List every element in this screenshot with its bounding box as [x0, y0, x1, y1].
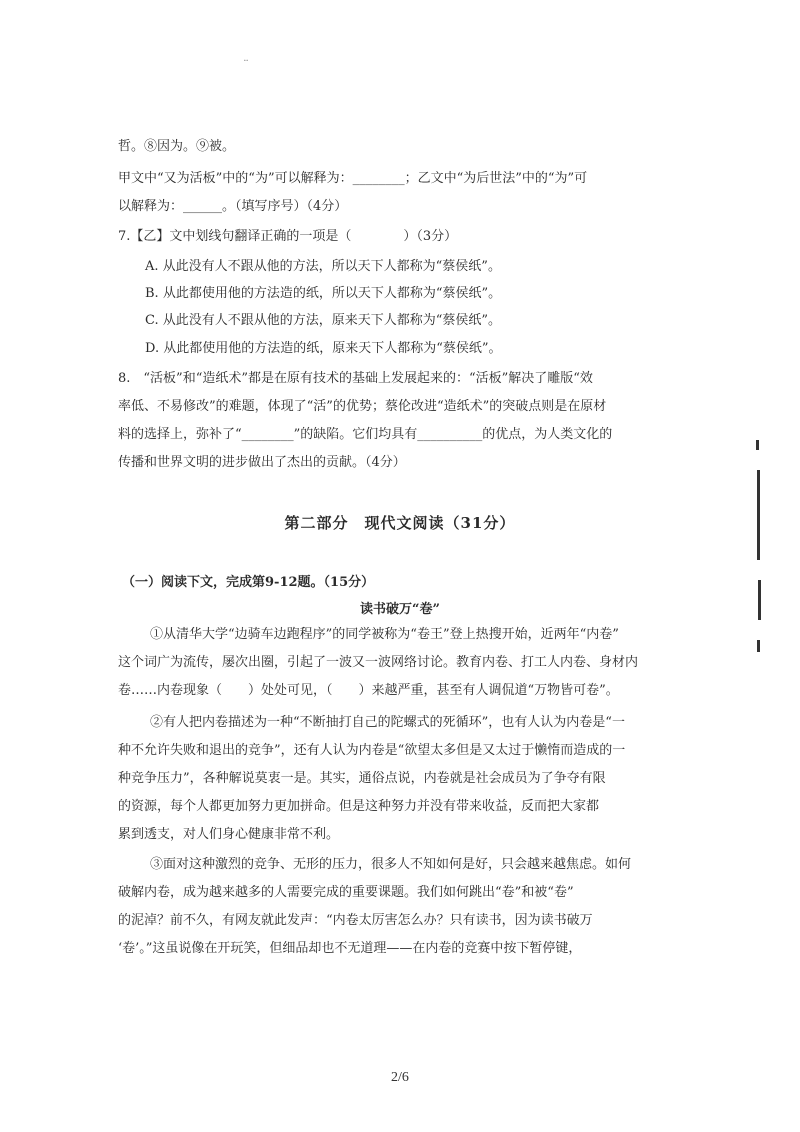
- scan-edge-mark: [757, 640, 760, 652]
- question-7-option-d: D. 从此都使用他的方法造的纸，原来天下人都称为“蔡侯纸”。: [145, 341, 502, 356]
- question-8-line-3: 料的选择上，弥补了“________”的缺陷。它们均具有__________的优点，为人类文化的: [118, 427, 613, 442]
- paragraph-3-line-3: 的泥淖？前不久，有网友就此发声：“内卷太厉害怎么办？只有读书，因为读书破万: [118, 913, 593, 928]
- paragraph-1-line-1: ①从清华大学“边骑车边跑程序”的同学被称为“卷王”登上热搜开始，近两年“内卷”: [150, 627, 619, 642]
- question-7-option-c: C. 从此没有人不跟从他的方法，原来天下人都称为“蔡侯纸”。: [145, 313, 502, 328]
- article-title: 读书破万“卷”: [360, 602, 440, 617]
- paragraph-1-line-3: 卷……内卷现象（ ）处处可见，（ ）来越严重，甚至有人调侃道“万物皆可卷”。: [118, 683, 619, 698]
- paragraph-3-line-2: 破解内卷，成为越来越多的人需要完成的重要课题。我们如何跳出“卷”和被“卷”: [118, 885, 574, 900]
- question-7-stem: 7.【乙】文中划线句翻译正确的一项是（ ）（3分）: [118, 229, 458, 244]
- question-7-option-b: B. 从此都使用他的方法造的纸，所以天下人都称为“蔡侯纸”。: [145, 286, 502, 301]
- paragraph-3-line-1: ③面对这种激烈的竞争、无形的压力，很多人不知如何是好，只会越来越焦虑。如何: [150, 857, 632, 872]
- paragraph-2-line-1: ②有人把内卷描述为一种“不断抽打自己的陀螺式的死循环”，也有人认为内卷是“一: [150, 715, 625, 730]
- paragraph-2-line-3: 种竞争压力”，各种解说莫衷一是。其实，通俗点说，内卷就是社会成员为了争夺有限: [118, 771, 606, 786]
- scan-edge-mark: [757, 470, 760, 560]
- paragraph-2-line-2: 种不允许失败和退出的竞争”，还有人认为内卷是“欲望太多但是又太过于懒惰而造成的一: [118, 743, 626, 758]
- section-title: 第二部分 现代文阅读（31分）: [284, 514, 516, 532]
- question-7-option-a: A. 从此没有人不跟从他的方法，所以天下人都称为“蔡侯纸”。: [145, 259, 501, 274]
- question-6-line-1: 甲文中“又为活板”中的“为”可以解释为：________；乙文中“为后世法”中的“为”可: [118, 171, 588, 186]
- answer-options-tail: 哲。⑧因为。⑨被。: [118, 139, 236, 154]
- question-8-line-1: 8. “活板”和“造纸术”都是在原有技术的基础上发展起来的：“活板”解决了雕版“效: [118, 371, 593, 386]
- scan-mark: ¨: [243, 58, 249, 72]
- question-8-line-2: 率低、不易修改”的难题，体现了“活”的优势；蔡伦改进“造纸术”的突破点则是在原材: [118, 399, 607, 414]
- paragraph-3-line-4: ‘卷’。”这虽说像在开玩笑，但细品却也不无道理——在内卷的竞赛中按下暂停键，: [118, 941, 582, 956]
- page-number: 2/6: [391, 1070, 409, 1085]
- paragraph-1-line-2: 这个词广为流传，屡次出圈，引起了一波又一波网络讨论。教育内卷、打工人内卷、身材内: [118, 655, 639, 670]
- paragraph-2-line-4: 的资源，每个人都更加努力更加拼命。但是这种努力并没有带来收益，反而把大家都: [118, 799, 600, 814]
- reading-instructions: （一）阅读下文，完成第9-12题。（15分）: [122, 575, 375, 590]
- question-6-line-2: 以解释为：______。（填写序号）（4分）: [118, 199, 348, 214]
- scan-edge-mark: [758, 580, 761, 620]
- scan-edge-mark: [756, 440, 759, 450]
- question-8-line-4: 传播和世界文明的进步做出了杰出的贡献。（4分）: [118, 455, 406, 470]
- paragraph-2-line-5: 累到透支，对人们身心健康非常不利。: [118, 827, 340, 842]
